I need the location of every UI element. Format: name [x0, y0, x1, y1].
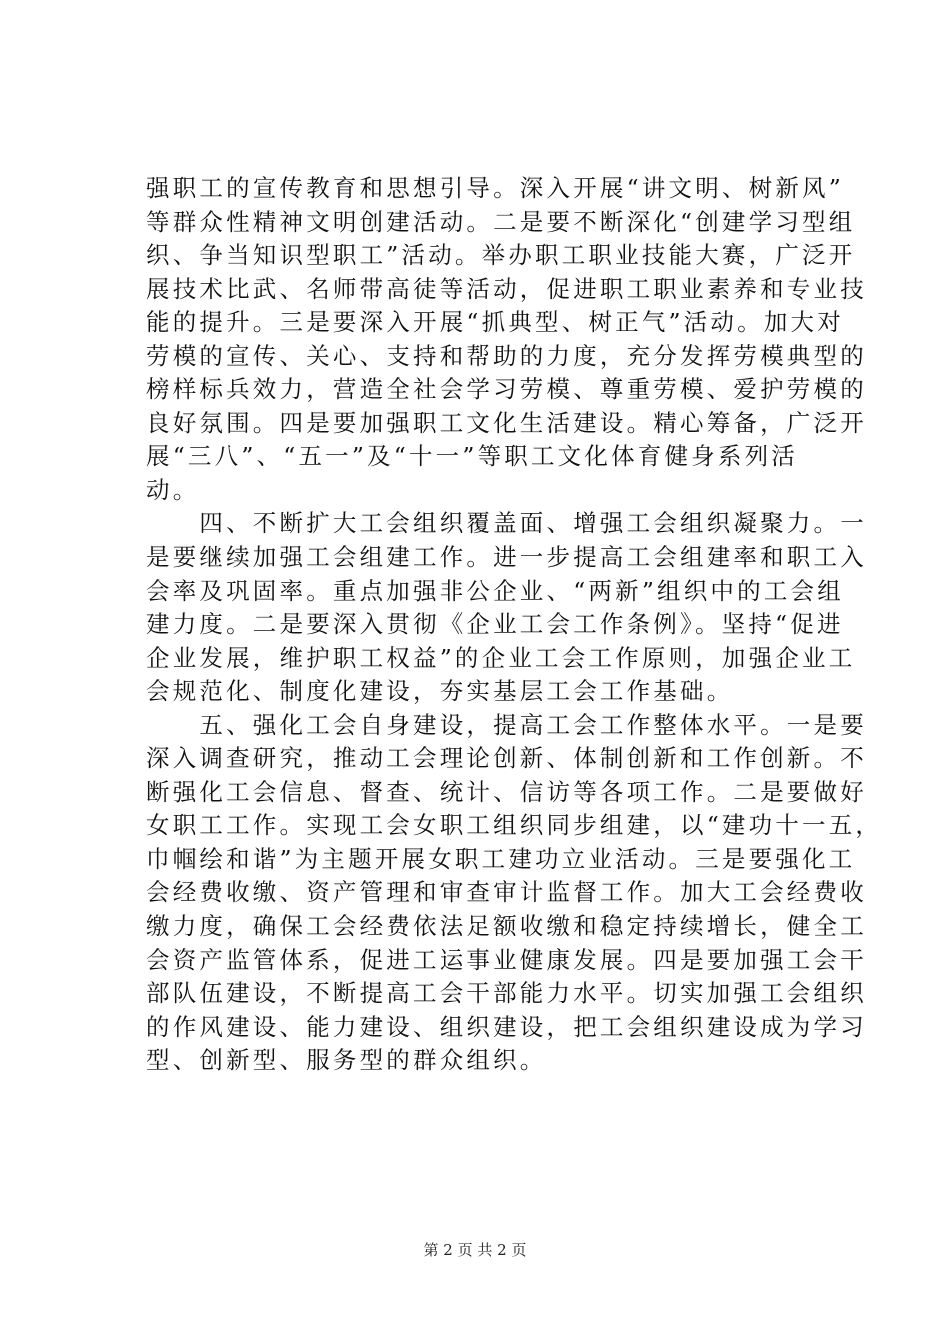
body-text	[146, 172, 883, 1078]
text-line: 织、争当知识型职工”活动。举办职工职业技能大赛，广泛开	[146, 241, 856, 270]
text-line: 深入调查研究，推动工会理论创新、体制创新和工作创新。不	[146, 744, 867, 773]
text-line: 会规范化、制度化建设，夯实基层工会工作基础。	[146, 677, 734, 706]
text-line: 断强化工会信息、督查、统计、信访等各项工作。二是要做好	[146, 777, 867, 806]
page-number-footer: 第 2 页 共 2 页	[423, 1241, 527, 1259]
text-line: 劳模的宣传、关心、支持和帮助的力度，充分发挥劳模典型的	[146, 341, 867, 370]
text-line: 动。	[146, 475, 200, 504]
text-line: 会经费收缴、资产管理和审查审计监督工作。加大工会经费收	[146, 878, 867, 907]
text-line: 能的提升。三是要深入开展“抓典型、树正气”活动。加大对	[146, 308, 844, 337]
text-line: 缴力度，确保工会经费依法足额收缴和稳定持续增长，健全工	[146, 912, 867, 941]
text-line: 展技术比武、名师带高徒等活动，促进职工职业素养和专业技	[146, 274, 867, 303]
text-line: 是要继续加强工会组建工作。进一步提高工会组建率和职工入	[146, 543, 867, 572]
text-line: 会率及巩固率。重点加强非公企业、“两新”组织中的工会组	[146, 576, 844, 605]
text-line: 等群众性精神文明创建活动。二是要不断深化“创建学习型组	[146, 207, 856, 236]
text-line: 会资产监管体系，促进工运事业健康发展。四是要加强工会干	[146, 945, 867, 974]
text-line: 型、创新型、服务型的群众组织。	[146, 1046, 547, 1075]
text-line: 良好氛围。四是要加强职工文化生活建设。精心筹备，广泛开	[146, 408, 867, 437]
text-line: 部队伍建设，不断提高工会干部能力水平。切实加强工会组织	[146, 979, 867, 1008]
text-line: 展“三八”、“五一”及“十一”等职工文化体育健身系列活	[146, 442, 798, 471]
text-line: 巾帼绘和谐”为主题开展女职工建功立业活动。三是要强化工	[146, 844, 856, 873]
text-line: 强职工的宣传教育和思想引导。深入开展“讲文明、树新风”	[146, 174, 844, 202]
text-line: 四、不断扩大工会组织覆盖面、增强工会组织凝聚力。一	[146, 509, 867, 538]
text-line: 榜样标兵效力，营造全社会学习劳模、尊重劳模、爱护劳模的	[146, 375, 867, 404]
text-line: 企业发展，维护职工权益”的企业工会工作原则，加强企业工	[146, 643, 856, 672]
text-line: 的作风建设、能力建设、组织建设，把工会组织建设成为学习	[146, 1012, 867, 1041]
text-line: 五、强化工会自身建设，提高工会工作整体水平。一是要	[146, 710, 867, 739]
text-line: 女职工工作。实现工会女职工组织同步组建，以“建功十一五，	[146, 811, 883, 840]
text-line: 建力度。二是要深入贯彻《企业工会工作条例》。坚持“促进	[146, 610, 844, 639]
